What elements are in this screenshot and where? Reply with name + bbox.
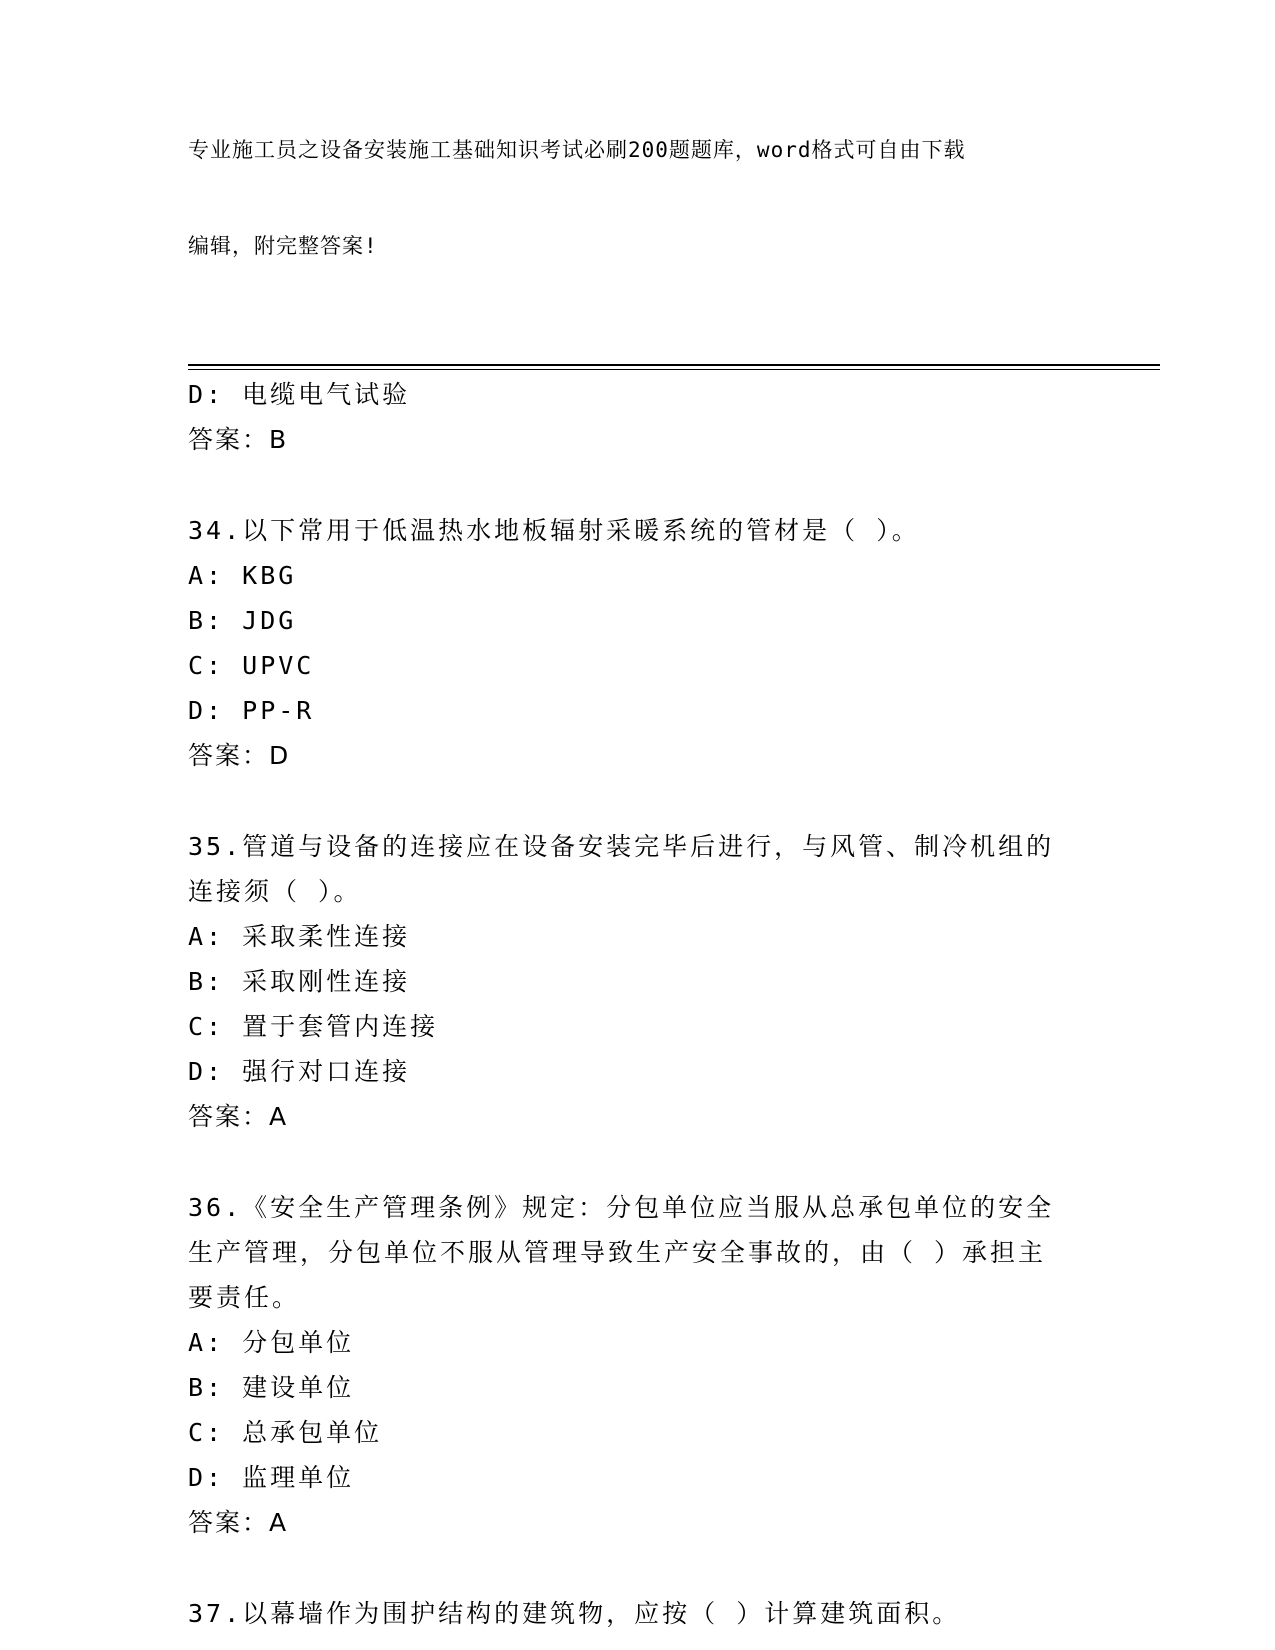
- question-stem-line: 35.管道与设备的连接应在设备安装完毕后进行，与风管、制冷机组的: [188, 832, 1055, 861]
- option-c: C: UPVC: [188, 651, 315, 680]
- header-divider-thick: [188, 364, 1160, 366]
- answer-line: 答案：A: [188, 1102, 289, 1131]
- option-d: D: 监理单位: [188, 1463, 355, 1492]
- option-b: B: 采取刚性连接: [188, 967, 411, 996]
- option-c: C: 置于套管内连接: [188, 1012, 439, 1041]
- question-stem-line: 生产管理，分包单位不服从管理导致生产安全事故的，由（ ）承担主: [188, 1238, 1047, 1267]
- header-divider-thin: [188, 369, 1160, 370]
- answer-line: 答案：B: [188, 425, 289, 454]
- answer-line: 答案：A: [188, 1508, 289, 1537]
- question-34: [188, 508, 1168, 778]
- option-d: D: 电缆电气试验: [188, 380, 411, 409]
- document-header: [188, 70, 1068, 326]
- question-37: [188, 1591, 1168, 1636]
- question-stem-line: 37.以幕墙作为围护结构的建筑物，应按（ ）计算建筑面积。: [188, 1599, 961, 1628]
- option-d: D: PP-R: [188, 696, 315, 725]
- option-d: D: 强行对口连接: [188, 1057, 411, 1086]
- option-b: B: 建设单位: [188, 1373, 355, 1402]
- question-36: [188, 1185, 1168, 1545]
- question-stem-line: 要责任。: [188, 1283, 301, 1312]
- previous-question-tail: [188, 372, 1168, 462]
- option-c: C: 总承包单位: [188, 1418, 383, 1447]
- question-stem: [188, 508, 1068, 553]
- question-35: [188, 824, 1168, 1139]
- option-b: B: JDG: [188, 606, 297, 635]
- header-line-2: 编辑，附完整答案!: [188, 234, 378, 258]
- header-line-1: 专业施工员之设备安装施工基础知识考试必刷200题题库，word格式可自由下载: [188, 138, 966, 162]
- question-stem: [188, 1185, 1068, 1320]
- question-stem-line: 36.《安全生产管理条例》规定：分包单位应当服从总承包单位的安全: [188, 1193, 1055, 1222]
- option-a: A: 采取柔性连接: [188, 922, 411, 951]
- question-stem: [188, 824, 1068, 914]
- answer-line: 答案：D: [188, 741, 291, 770]
- option-a: A: KBG: [188, 561, 297, 590]
- question-stem: [188, 1591, 1068, 1636]
- document-page: [188, 70, 1168, 1636]
- question-stem-line: 34.以下常用于低温热水地板辐射采暖系统的管材是（ ）。: [188, 516, 920, 545]
- option-a: A: 分包单位: [188, 1328, 355, 1357]
- question-stem-line: 连接须（ ）。: [188, 877, 362, 906]
